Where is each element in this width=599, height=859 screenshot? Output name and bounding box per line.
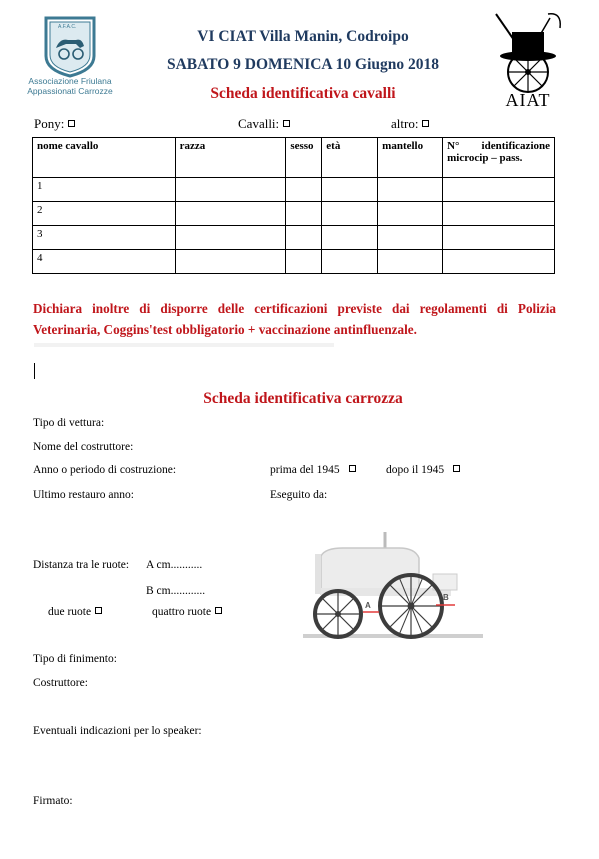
field-tipo-vettura[interactable]: Tipo di vettura: bbox=[33, 417, 105, 429]
field-eseguito-da[interactable]: Eseguito da: bbox=[270, 489, 328, 501]
table-cell[interactable] bbox=[175, 250, 286, 274]
table-row bbox=[33, 226, 555, 250]
horses-table bbox=[32, 137, 555, 274]
diagram-label-a: A bbox=[365, 601, 371, 610]
option-cavalli-label: Cavalli: bbox=[238, 116, 280, 131]
option-altro[interactable] bbox=[391, 116, 429, 132]
afac-org-line1: Associazione Friulana bbox=[28, 76, 112, 86]
table-cell[interactable] bbox=[443, 202, 555, 226]
option-prima-1945[interactable] bbox=[270, 464, 356, 476]
field-firmato[interactable]: Firmato: bbox=[33, 795, 73, 807]
carriage-wheel-diagram bbox=[303, 528, 483, 643]
table-cell[interactable] bbox=[378, 178, 443, 202]
table-cell[interactable] bbox=[286, 202, 322, 226]
table-row bbox=[33, 202, 555, 226]
scan-artifact bbox=[34, 343, 334, 347]
text-cursor bbox=[34, 363, 35, 379]
option-altro-label: altro: bbox=[391, 116, 419, 131]
table-cell[interactable] bbox=[378, 202, 443, 226]
table-cell[interactable] bbox=[175, 226, 286, 250]
option-cavalli[interactable] bbox=[238, 116, 290, 132]
event-dates: SABATO 9 DOMENICA 10 Giugno 2018 bbox=[166, 56, 439, 73]
option-prima-label: prima del 1945 bbox=[270, 464, 340, 476]
col-sesso: sesso bbox=[286, 138, 322, 178]
field-anno-costruzione: Anno o periodo di costruzione: bbox=[33, 464, 177, 476]
table-cell[interactable] bbox=[443, 226, 555, 250]
table-cell[interactable] bbox=[175, 202, 286, 226]
cavalli-checkbox[interactable] bbox=[283, 120, 290, 127]
table-cell[interactable] bbox=[443, 250, 555, 274]
declaration-text: Dichiara inoltre di disporre delle certificazioni previste dai regolamenti di Polizia Veterinaria, Coggins'test obbligatorio + vaccinazione antinfluenzale. bbox=[33, 301, 556, 337]
field-distanza-ruote: Distanza tra le ruote: bbox=[33, 559, 130, 571]
table-row bbox=[33, 250, 555, 274]
option-dopo-1945[interactable] bbox=[386, 464, 460, 476]
row-number: 3 bbox=[33, 226, 176, 250]
option-pony-label: Pony: bbox=[34, 116, 65, 131]
field-tipo-finimento[interactable]: Tipo di finimento: bbox=[33, 653, 117, 665]
front-wheel-icon bbox=[380, 575, 442, 637]
field-ultimo-restauro[interactable]: Ultimo restauro anno: bbox=[33, 489, 134, 501]
field-nome-costruttore[interactable]: Nome del costruttore: bbox=[33, 441, 134, 453]
option-due-ruote[interactable] bbox=[48, 606, 102, 618]
col-nome-cavallo: nome cavallo bbox=[33, 138, 176, 178]
aiat-logo-text: AIAT bbox=[505, 90, 551, 110]
event-title: VI CIAT Villa Manin, Codroipo bbox=[197, 28, 409, 45]
afac-logo bbox=[20, 12, 120, 96]
afac-org-line2: Appassionati Carrozze bbox=[27, 86, 113, 96]
field-speaker[interactable]: Eventuali indicazioni per lo speaker: bbox=[33, 725, 202, 737]
option-pony[interactable] bbox=[34, 116, 75, 132]
table-cell[interactable] bbox=[322, 226, 378, 250]
option-quattro-ruote[interactable] bbox=[152, 606, 222, 618]
prima-checkbox[interactable] bbox=[349, 465, 356, 472]
aiat-logo bbox=[488, 10, 568, 110]
diagram-label-b: B bbox=[443, 593, 449, 602]
table-cell[interactable] bbox=[378, 250, 443, 274]
field-costruttore[interactable]: Costruttore: bbox=[33, 677, 88, 689]
col-identificazione: N° identificazione microcip – pass. bbox=[443, 138, 555, 178]
table-cell[interactable] bbox=[286, 178, 322, 202]
dopo-checkbox[interactable] bbox=[453, 465, 460, 472]
table-cell[interactable] bbox=[175, 178, 286, 202]
row-number: 4 bbox=[33, 250, 176, 274]
table-cell[interactable] bbox=[443, 178, 555, 202]
rear-wheel-icon bbox=[315, 591, 361, 637]
section-carriage-title: Scheda identificativa carrozza bbox=[203, 390, 403, 407]
table-cell[interactable] bbox=[322, 202, 378, 226]
table-row bbox=[33, 178, 555, 202]
carriage-diagram-icon bbox=[303, 528, 483, 643]
altro-checkbox[interactable] bbox=[422, 120, 429, 127]
due-ruote-checkbox[interactable] bbox=[95, 607, 102, 614]
col-eta: età bbox=[322, 138, 378, 178]
carriage-hat-icon bbox=[488, 10, 568, 94]
field-b-cm[interactable]: B cm............ bbox=[146, 585, 206, 597]
option-dopo-label: dopo il 1945 bbox=[386, 464, 445, 476]
col-razza: razza bbox=[175, 138, 286, 178]
table-cell[interactable] bbox=[322, 250, 378, 274]
row-number: 1 bbox=[33, 178, 176, 202]
col-mantello: mantello bbox=[378, 138, 443, 178]
field-a-cm[interactable]: A cm........... bbox=[146, 559, 203, 571]
quattro-ruote-checkbox[interactable] bbox=[215, 607, 222, 614]
table-cell[interactable] bbox=[322, 178, 378, 202]
afac-seal-text: A.F.A.C. bbox=[58, 24, 77, 30]
row-number: 2 bbox=[33, 202, 176, 226]
section-horses-title: Scheda identificativa cavalli bbox=[210, 85, 396, 102]
option-quattro-ruote-label: quattro ruote bbox=[152, 606, 212, 618]
table-cell[interactable] bbox=[286, 226, 322, 250]
table-cell[interactable] bbox=[286, 250, 322, 274]
table-cell[interactable] bbox=[378, 226, 443, 250]
table-header-row bbox=[33, 138, 555, 178]
pony-checkbox[interactable] bbox=[68, 120, 75, 127]
option-due-ruote-label: due ruote bbox=[48, 606, 92, 618]
